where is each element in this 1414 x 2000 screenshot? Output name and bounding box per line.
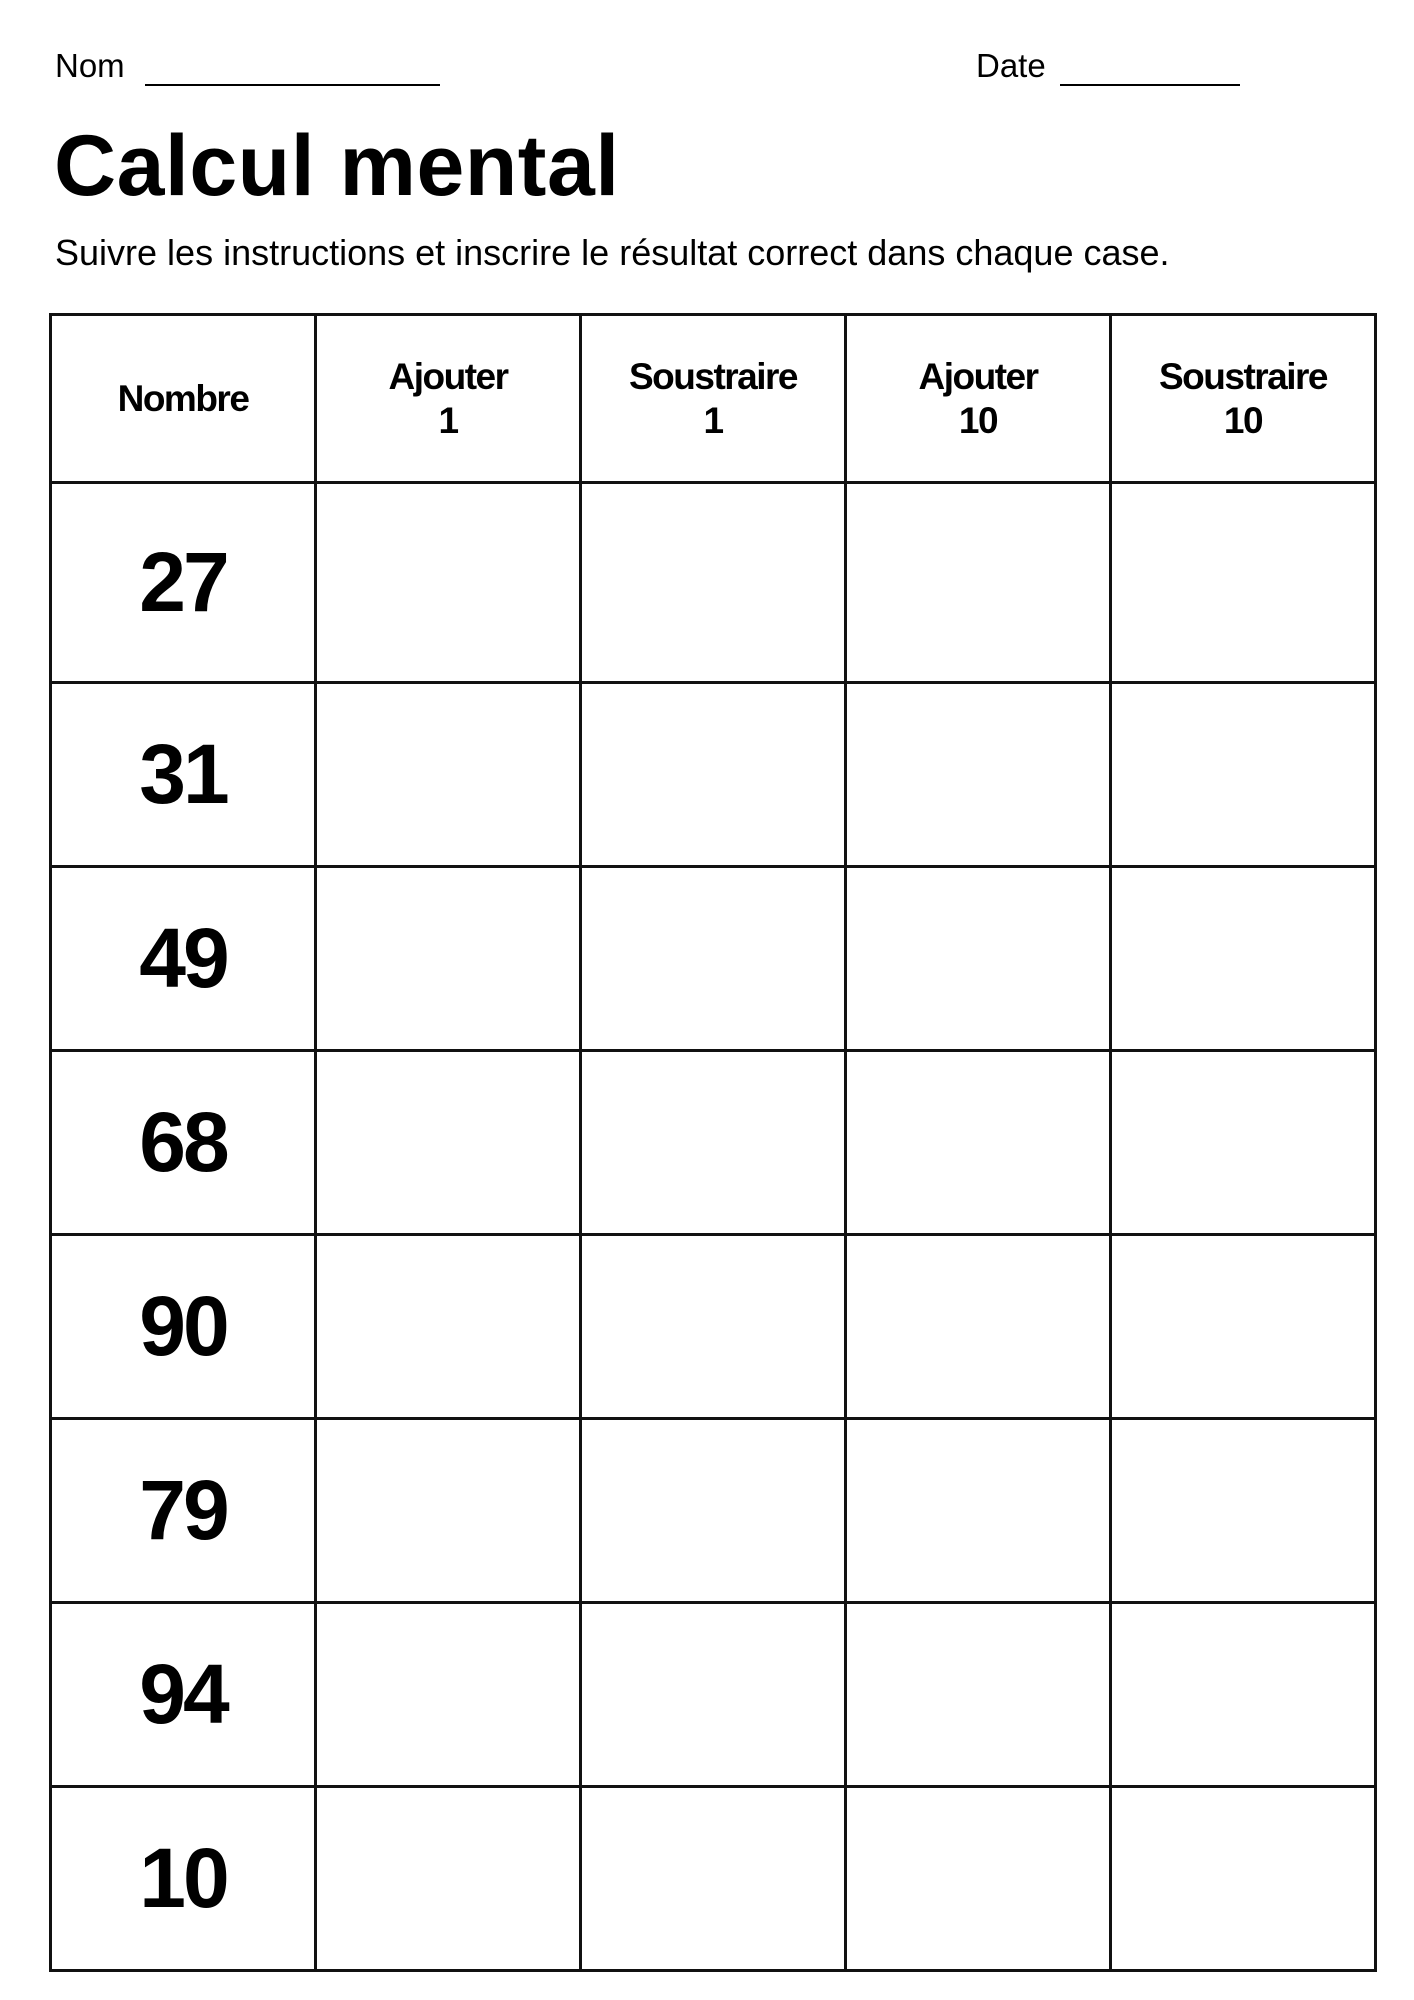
answer-cell-add-10[interactable] xyxy=(846,1419,1111,1603)
answer-cell-add-10[interactable] xyxy=(846,483,1111,683)
table-row xyxy=(51,867,1376,1051)
column-header-amount: 10 xyxy=(1223,399,1263,441)
answer-cell-add-1[interactable] xyxy=(316,683,581,867)
table-row xyxy=(51,1787,1376,1971)
answer-cell-add-1[interactable] xyxy=(316,1419,581,1603)
number-cell: 68 xyxy=(51,1051,316,1235)
answer-cell-subtract-10[interactable] xyxy=(1111,1419,1376,1603)
answer-cell-subtract-10[interactable] xyxy=(1111,1051,1376,1235)
answer-cell-subtract-10[interactable] xyxy=(1111,483,1376,683)
number-cell: 31 xyxy=(51,683,316,867)
answer-cell-add-10[interactable] xyxy=(846,1235,1111,1419)
answer-cell-add-1[interactable] xyxy=(316,867,581,1051)
column-header-label: Ajouter xyxy=(388,355,508,397)
table-row xyxy=(51,1603,1376,1787)
number-cell: 79 xyxy=(51,1419,316,1603)
table-row xyxy=(51,1235,1376,1419)
answer-cell-add-10[interactable] xyxy=(846,1051,1111,1235)
worksheet-table xyxy=(49,313,1377,1972)
date-blank-line[interactable] xyxy=(1060,54,1240,86)
table-row xyxy=(51,683,1376,867)
column-header-number xyxy=(51,315,316,483)
answer-cell-subtract-1[interactable] xyxy=(581,1787,846,1971)
name-field[interactable] xyxy=(55,46,440,86)
table-row xyxy=(51,483,1376,683)
column-header-add-10 xyxy=(846,315,1111,483)
answer-cell-add-10[interactable] xyxy=(846,1603,1111,1787)
answer-cell-subtract-1[interactable] xyxy=(581,683,846,867)
answer-cell-add-1[interactable] xyxy=(316,1051,581,1235)
answer-cell-subtract-10[interactable] xyxy=(1111,1235,1376,1419)
column-header-amount: 10 xyxy=(958,399,998,441)
answer-cell-subtract-1[interactable] xyxy=(581,1603,846,1787)
answer-cell-add-10[interactable] xyxy=(846,683,1111,867)
table-row xyxy=(51,1051,1376,1235)
table-row xyxy=(51,1419,1376,1603)
column-header-label: Nombre xyxy=(117,377,249,419)
column-header-label: Soustraire xyxy=(1158,355,1327,397)
number-cell: 90 xyxy=(51,1235,316,1419)
instructions-text: Suivre les instructions et inscrire le résultat correct dans chaque case. xyxy=(55,232,1170,273)
column-header-amount: 1 xyxy=(438,399,458,441)
answer-cell-subtract-10[interactable] xyxy=(1111,683,1376,867)
table-header-row xyxy=(51,315,1376,483)
column-header-subtract-1 xyxy=(581,315,846,483)
answer-cell-subtract-10[interactable] xyxy=(1111,1787,1376,1971)
answer-cell-subtract-1[interactable] xyxy=(581,483,846,683)
number-cell: 10 xyxy=(51,1787,316,1971)
name-blank-line[interactable] xyxy=(145,54,440,86)
answer-cell-subtract-10[interactable] xyxy=(1111,867,1376,1051)
answer-cell-subtract-1[interactable] xyxy=(581,1235,846,1419)
answer-cell-subtract-10[interactable] xyxy=(1111,1603,1376,1787)
number-cell: 94 xyxy=(51,1603,316,1787)
number-cell: 27 xyxy=(51,483,316,683)
date-field[interactable] xyxy=(976,46,1240,86)
answer-cell-subtract-1[interactable] xyxy=(581,1419,846,1603)
answer-cell-add-1[interactable] xyxy=(316,1603,581,1787)
date-label: Date xyxy=(976,47,1046,84)
page-title: Calcul mental xyxy=(54,118,620,214)
column-header-label: Ajouter xyxy=(918,355,1038,397)
answer-cell-add-10[interactable] xyxy=(846,867,1111,1051)
answer-cell-add-1[interactable] xyxy=(316,1787,581,1971)
header-row xyxy=(55,46,1255,86)
column-header-amount: 1 xyxy=(703,399,723,441)
column-header-add-1 xyxy=(316,315,581,483)
answer-cell-add-1[interactable] xyxy=(316,483,581,683)
name-label: Nom xyxy=(55,47,125,84)
number-cell: 49 xyxy=(51,867,316,1051)
answer-cell-subtract-1[interactable] xyxy=(581,1051,846,1235)
answer-cell-add-10[interactable] xyxy=(846,1787,1111,1971)
answer-cell-add-1[interactable] xyxy=(316,1235,581,1419)
column-header-subtract-10 xyxy=(1111,315,1376,483)
column-header-label: Soustraire xyxy=(628,355,797,397)
answer-cell-subtract-1[interactable] xyxy=(581,867,846,1051)
